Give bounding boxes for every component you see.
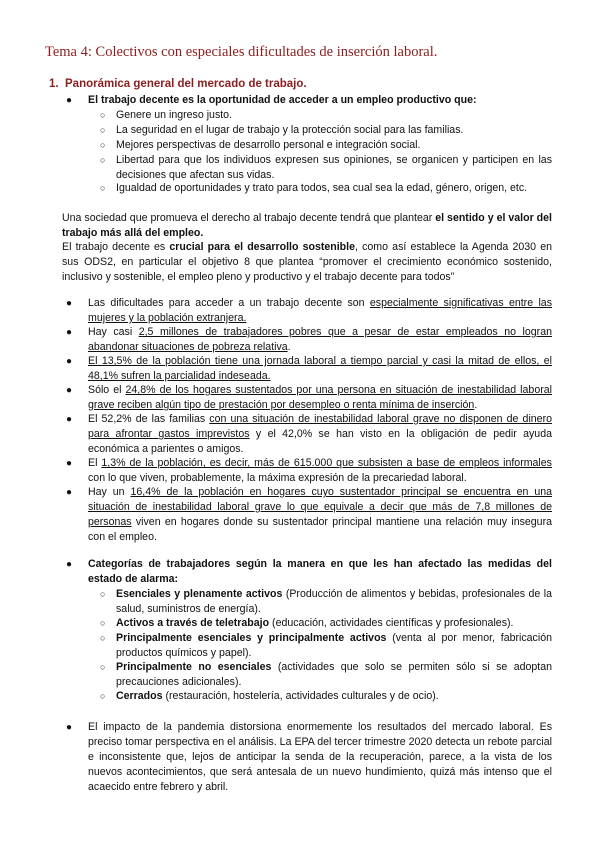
bullet-icon: ●	[66, 298, 73, 309]
stat-underlined: 2,5 millones de trabajadores pobres que a pesar de estar empleados no logran abandonar situaciones de pobreza relativa	[88, 326, 552, 353]
circle-bullet-icon: ○	[100, 662, 106, 672]
sub-item-text: Libertad para que los individuos expresen sus opiniones, se organicen y participen en las decisiones que afectan sus vidas.	[116, 154, 552, 181]
category-item	[100, 631, 552, 661]
circle-bullet-icon: ○	[100, 618, 106, 628]
stat-item	[62, 296, 552, 326]
category-desc: (venta al por menor, fabricación productos químicos y papel).	[116, 632, 552, 659]
circle-bullet-icon: ○	[100, 633, 106, 643]
category-item	[100, 660, 552, 690]
paragraph-desarrollo-sostenible	[62, 240, 552, 285]
list-item-intro	[62, 93, 552, 108]
sub-list-item	[100, 108, 552, 123]
circle-bullet-icon: ○	[100, 691, 106, 701]
categories-heading: Categorías de trabajadores según la manera en que les han afectado las medidas del estado de alarma:	[88, 558, 552, 585]
sub-list-item	[100, 181, 552, 196]
bullet-icon: ●	[66, 559, 73, 570]
stat-underlined: 16,4% de la población en hogares cuyo sustentador principal se encuentra en una situación de inestabilidad laboral grave lo que equivale a decir que más de 7,8 millones de personas	[88, 486, 553, 528]
stat-underlined: El 13,5% de la población tiene una jornada laboral a tiempo parcial y casi la mitad de ellos, el 48,1% sufren la parcialidad indeseada.	[88, 355, 552, 382]
paragraph-text: Una sociedad que promueva el derecho al trabajo decente tendrá que plantear	[62, 212, 436, 224]
paragraph-text: , como así establece la Agenda 2030 en sus ODS2, en particular el objetivo 8 que plantea “promover el crecimiento económico sostenido, inclusivo y sostenible, el empleo pleno y productivo y el trabajo decente para todos”	[62, 241, 552, 283]
stat-text: Las dificultades para acceder a un trabajo decente son	[88, 297, 370, 309]
stat-text: con lo que viven, probablemente, la máxima expresión de la precariedad laboral.	[88, 472, 467, 484]
paragraph-text: El trabajo decente es	[62, 241, 170, 253]
category-name: Principalmente no esenciales	[116, 661, 272, 673]
bullet-icon: ●	[66, 95, 73, 106]
sub-item-text: Mejores perspectivas de desarrollo personal e integración social.	[116, 139, 421, 151]
stat-text: .	[474, 399, 478, 411]
bullet-icon: ●	[66, 327, 73, 338]
intro-bullet-text: El trabajo decente es la oportunidad de acceder a un empleo productivo que:	[88, 94, 477, 106]
category-name: Esenciales y plenamente activos	[116, 588, 283, 600]
bullet-icon: ●	[66, 356, 73, 367]
category-desc: (educación, actividades científicas y profesionales).	[269, 617, 514, 629]
circle-bullet-icon: ○	[100, 589, 106, 599]
stat-item	[62, 354, 552, 384]
category-name: Activos a través de teletrabajo	[116, 617, 270, 629]
circle-bullet-icon: ○	[100, 110, 106, 120]
stat-text: Hay un	[88, 486, 131, 498]
bullet-icon: ●	[66, 487, 73, 498]
category-desc: (Producción de alimentos y bebidas, profesionales de la salud, suministros de energía).	[116, 588, 552, 615]
sub-list-item	[100, 123, 552, 138]
category-name: Cerrados	[116, 690, 163, 702]
sub-item-text: Genere un ingreso justo.	[116, 109, 233, 121]
circle-bullet-icon: ○	[100, 140, 106, 150]
category-desc: (restauración, hostelería, actividades culturales y de ocio).	[162, 690, 439, 702]
closing-text: El impacto de la pandemia distorsiona enormemente los resultados del mercado laboral. Es preciso tomar perspectiva en el análisis. La EPA del tercer trimestre 2020 detecta un rebote parcial e inconsistente que, lejos de anticipar la senda de la recuperación, parece, a la vista de los nuevos acontecimientos, que será antesala de un nuevo hundimiento, quizá más intenso que el acaecido entre febrero y abril.	[88, 721, 552, 793]
circle-bullet-icon: ○	[100, 125, 106, 135]
stat-text: .	[287, 341, 291, 353]
stat-text: viven en hogares donde su sustentador principal mantiene una relación muy insegura con el empleo.	[88, 516, 552, 543]
section-heading	[49, 78, 307, 90]
page-title: Tema 4: Colectivos con especiales dificultades de inserción laboral.	[45, 44, 438, 60]
paragraph-trabajo-decente	[62, 211, 552, 241]
paragraph-bold: el sentido y el valor del trabajo más allá del empleo.	[62, 212, 552, 239]
stat-text: Sólo el	[88, 384, 126, 396]
stat-text: Hay casi	[88, 326, 139, 338]
circle-bullet-icon: ○	[100, 183, 106, 193]
stat-underlined: con una situación de inestabilidad laboral grave no disponen de dinero para afrontar gastos imprevistos	[88, 413, 552, 440]
sub-list-item	[100, 138, 552, 153]
stat-underlined: 1,3% de la población, es decir, más de 615.000 que subsisten a base de empleos informales	[101, 457, 552, 469]
section-number: 1.	[49, 78, 59, 90]
bullet-icon: ●	[66, 414, 73, 425]
stat-underlined: especialmente significativas entre las mujeres y la población extranjera.	[88, 297, 552, 324]
sub-item-text: La seguridad en el lugar de trabajo y la protección social para las familias.	[116, 124, 464, 136]
bullet-icon: ●	[66, 385, 73, 396]
category-item	[100, 587, 552, 617]
category-name: Principalmente esenciales y principalmente activos	[116, 632, 387, 644]
paragraph-bold: crucial para el desarrollo sostenible	[169, 241, 355, 253]
sub-item-text: Igualdad de oportunidades y trato para todos, sea cual sea la edad, género, origen, etc.	[116, 182, 528, 194]
category-item	[100, 689, 552, 704]
stat-item	[62, 456, 552, 486]
stat-text: El	[88, 457, 102, 469]
bullet-icon: ●	[66, 458, 73, 469]
stat-text: y el 42,0% se han visto en la obligación de pedir ayuda económica a parientes o amigos.	[88, 428, 552, 455]
category-desc: (actividades que solo se permiten sólo si se adoptan precauciones adicionales).	[116, 661, 553, 688]
sub-list-item	[100, 153, 552, 183]
stat-underlined: 24,8% de los hogares sustentados por una persona en situación de inestabilidad laboral grave reciben algún tipo de prestación por desempleo o renta mínima de inserción	[88, 384, 552, 411]
stat-item	[62, 383, 552, 413]
circle-bullet-icon: ○	[100, 155, 106, 165]
stat-item	[62, 412, 552, 457]
closing-item	[62, 720, 552, 795]
bullet-icon: ●	[66, 722, 73, 733]
stat-item	[62, 485, 552, 545]
section-label: Panorámica general del mercado de trabajo.	[65, 78, 307, 90]
categories-heading-item	[62, 557, 552, 587]
stat-text: El 52,2% de las familias	[88, 413, 210, 425]
category-item	[100, 616, 552, 631]
stat-item	[62, 325, 552, 355]
